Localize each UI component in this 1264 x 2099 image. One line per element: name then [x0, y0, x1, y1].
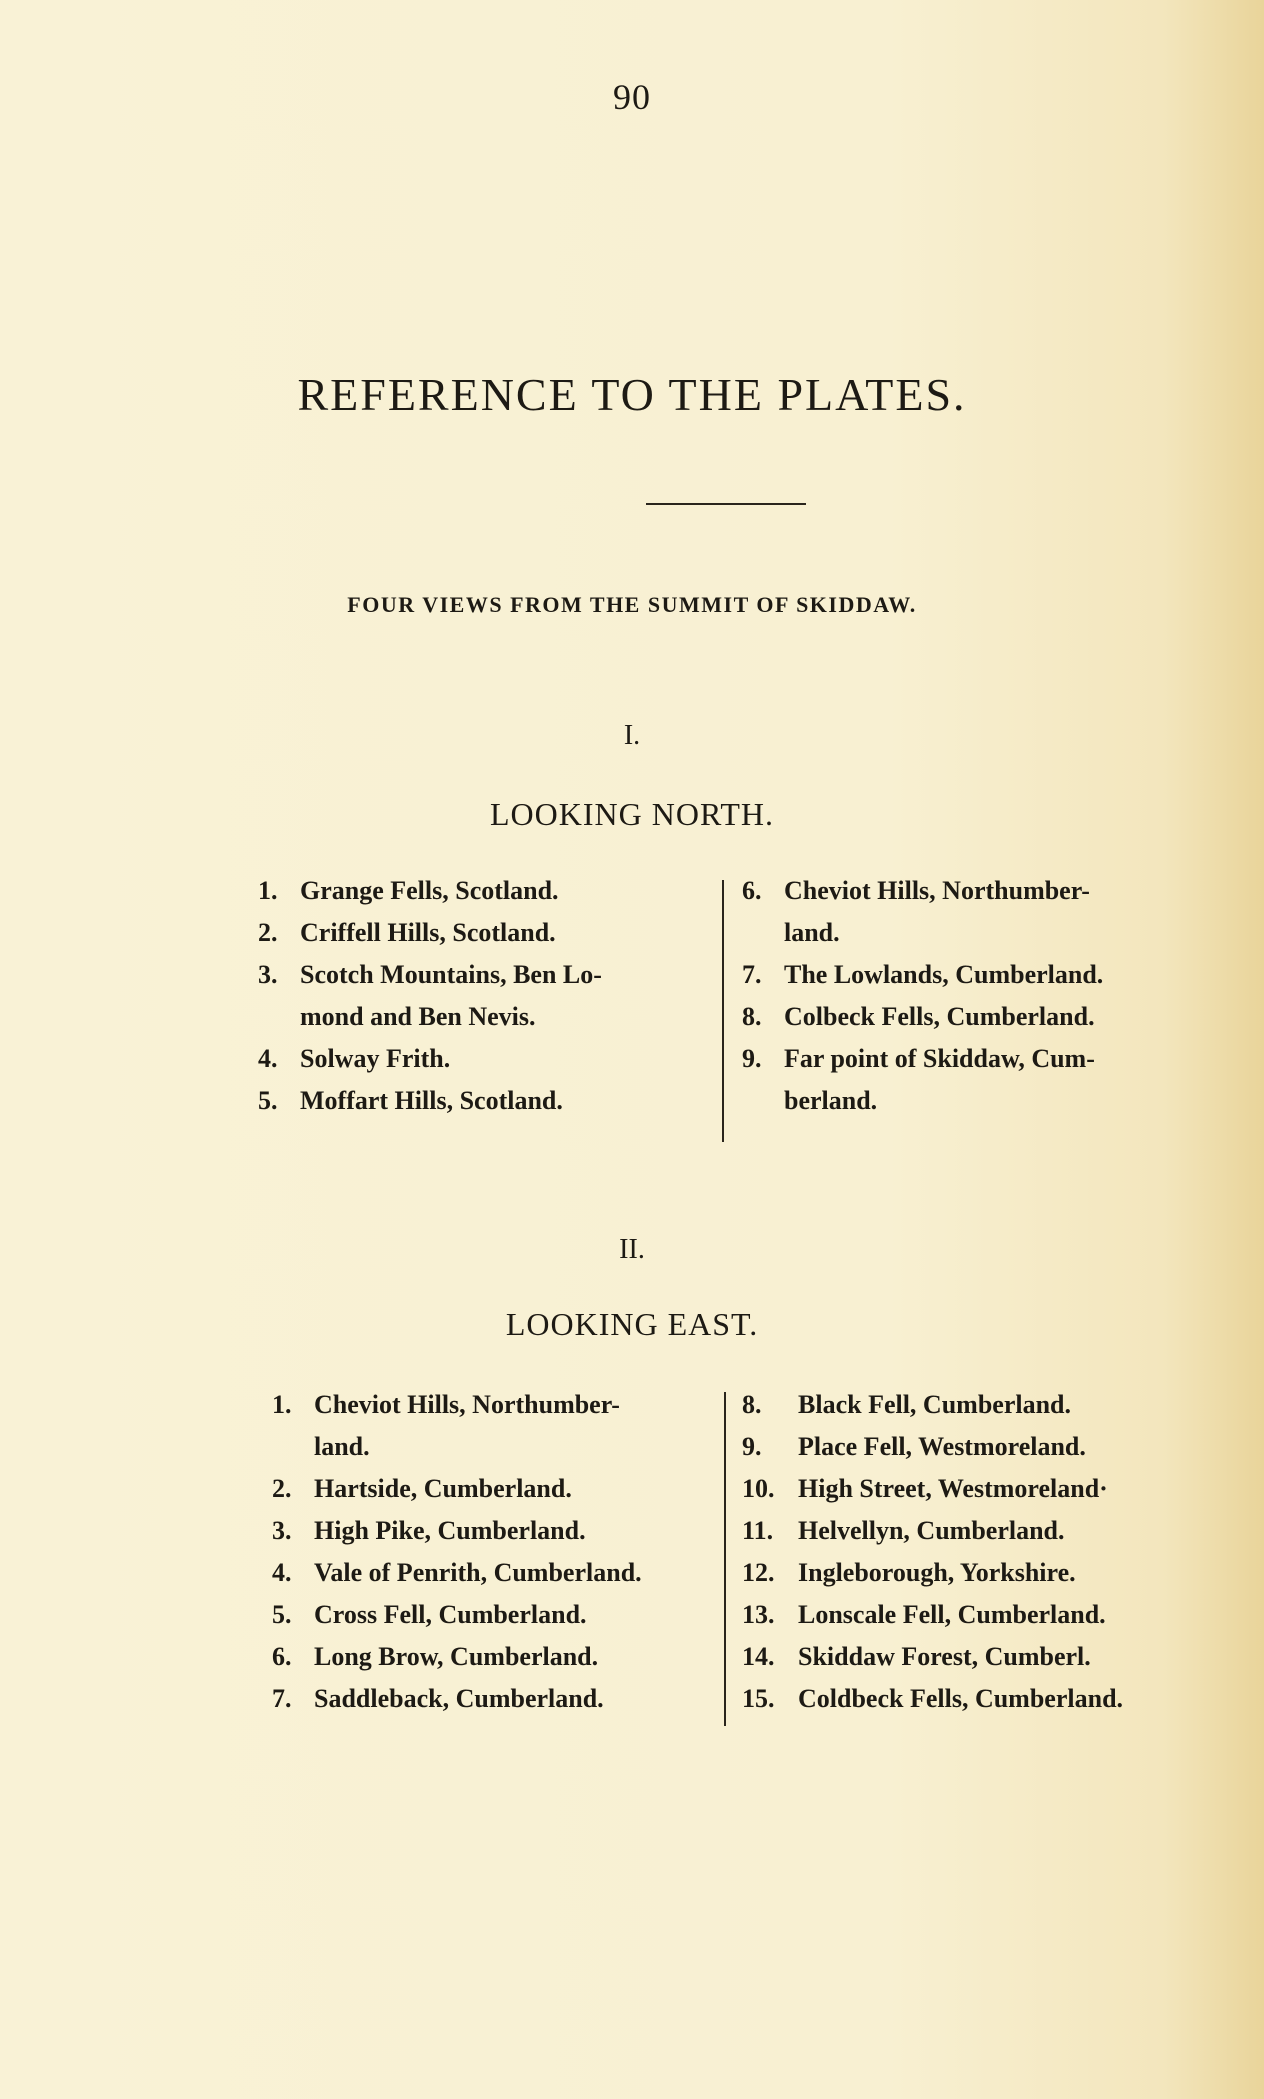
- item-text: Helvellyn, Cumberland.: [798, 1516, 1065, 1545]
- item-number: 9.: [742, 1044, 762, 1073]
- item-text: Black Fell, Cumberland.: [798, 1390, 1072, 1419]
- item-number: 1.: [258, 876, 278, 905]
- list-column-right: [742, 870, 1103, 1122]
- item-number: 4.: [258, 1044, 278, 1073]
- item-text: land.: [784, 918, 840, 947]
- item-text: mond and Ben Nevis.: [300, 1002, 536, 1031]
- item-text: High Pike, Cumberland.: [314, 1516, 586, 1545]
- list-item: [272, 1552, 642, 1594]
- item-text: Cheviot Hills, Northumber-: [314, 1390, 620, 1419]
- item-number: 13.: [742, 1600, 775, 1629]
- section-heading: LOOKING EAST.: [505, 1306, 759, 1342]
- item-number: 11.: [742, 1516, 774, 1545]
- item-text: High Street, Westmoreland·: [798, 1474, 1108, 1503]
- list-item: [272, 1510, 642, 1552]
- item-text: Solway Frith.: [300, 1044, 451, 1073]
- item-text: Place Fell, Westmoreland.: [798, 1432, 1086, 1461]
- item-number: 2.: [272, 1474, 292, 1503]
- list-item: [742, 870, 1103, 954]
- item-text: Moffart Hills, Scotland.: [300, 1086, 563, 1115]
- item-text: land.: [314, 1432, 370, 1461]
- item-number: 4.: [272, 1558, 292, 1587]
- item-text: Grange Fells, Scotland.: [300, 876, 559, 905]
- page-number: 90: [613, 77, 651, 117]
- column-divider: [722, 880, 724, 1142]
- item-number: 3.: [258, 960, 278, 989]
- item-number: 12.: [742, 1558, 775, 1587]
- item-number: 6.: [272, 1642, 292, 1671]
- list-item: [272, 1468, 642, 1510]
- item-number: 7.: [272, 1684, 292, 1713]
- item-text: Ingleborough, Yorkshire.: [798, 1558, 1076, 1587]
- list-item: [742, 1510, 1123, 1552]
- item-text: Saddleback, Cumberland.: [314, 1684, 604, 1713]
- item-text: Lonscale Fell, Cumberland.: [798, 1600, 1106, 1629]
- item-text: Criffell Hills, Scotland.: [300, 918, 556, 947]
- item-number: 1.: [272, 1390, 292, 1419]
- list-item: [258, 954, 602, 1038]
- list-item: [742, 1384, 1123, 1426]
- list-item: [742, 1678, 1123, 1720]
- list-column-left: [258, 870, 602, 1122]
- list-item: [742, 1468, 1123, 1510]
- item-text: Scotch Mountains, Ben Lo-: [300, 960, 602, 989]
- item-number: 7.: [742, 960, 762, 989]
- list-item: [272, 1384, 642, 1468]
- list-item: [742, 1552, 1123, 1594]
- section-numeral: II.: [619, 1234, 645, 1265]
- list-item: [258, 912, 602, 954]
- list-item: [258, 1038, 602, 1080]
- list-item: [742, 1038, 1103, 1122]
- item-text: Hartside, Cumberland.: [314, 1474, 572, 1503]
- subtitle: FOUR VIEWS FROM THE SUMMIT OF SKIDDAW.: [347, 592, 917, 617]
- section-heading: LOOKING NORTH.: [489, 796, 775, 832]
- item-number: 15.: [742, 1684, 775, 1713]
- list-column-left: [272, 1384, 642, 1720]
- list-item: [742, 1426, 1123, 1468]
- list-item: [742, 1594, 1123, 1636]
- item-number: 8.: [742, 1002, 762, 1031]
- column-divider: [724, 1392, 726, 1726]
- item-text: Colbeck Fells, Cumberland.: [784, 1002, 1095, 1031]
- item-number: 3.: [272, 1516, 292, 1545]
- list-item: [272, 1678, 642, 1720]
- list-item: [742, 1636, 1123, 1678]
- item-number: 10.: [742, 1474, 775, 1503]
- item-text: Coldbeck Fells, Cumberland.: [798, 1684, 1124, 1713]
- list-column-right: [742, 1384, 1123, 1720]
- item-text: Cross Fell, Cumberland.: [314, 1600, 587, 1629]
- item-number: 9.: [742, 1432, 762, 1461]
- page-title: REFERENCE TO THE PLATES.: [297, 369, 967, 420]
- item-text: berland.: [784, 1086, 878, 1115]
- item-text: Cheviot Hills, Northumber-: [784, 876, 1090, 905]
- item-text: The Lowlands, Cumberland.: [784, 960, 1104, 989]
- item-text: Vale of Penrith, Cumberland.: [314, 1558, 642, 1587]
- item-number: 5.: [272, 1600, 292, 1629]
- item-text: Skiddaw Forest, Cumberl.: [798, 1642, 1091, 1671]
- list-item: [742, 996, 1103, 1038]
- list-item: [258, 1080, 602, 1122]
- item-number: 14.: [742, 1642, 775, 1671]
- section-numeral: I.: [623, 720, 641, 751]
- item-text: Far point of Skiddaw, Cum-: [784, 1044, 1095, 1073]
- list-item: [742, 954, 1103, 996]
- item-number: 8.: [742, 1390, 762, 1419]
- list-item: [272, 1594, 642, 1636]
- list-item: [272, 1636, 642, 1678]
- item-number: 2.: [258, 918, 278, 947]
- list-item: [258, 870, 602, 912]
- item-number: 6.: [742, 876, 762, 905]
- item-text: Long Brow, Cumberland.: [314, 1642, 599, 1671]
- item-number: 5.: [258, 1086, 278, 1115]
- title-rule: [646, 503, 806, 505]
